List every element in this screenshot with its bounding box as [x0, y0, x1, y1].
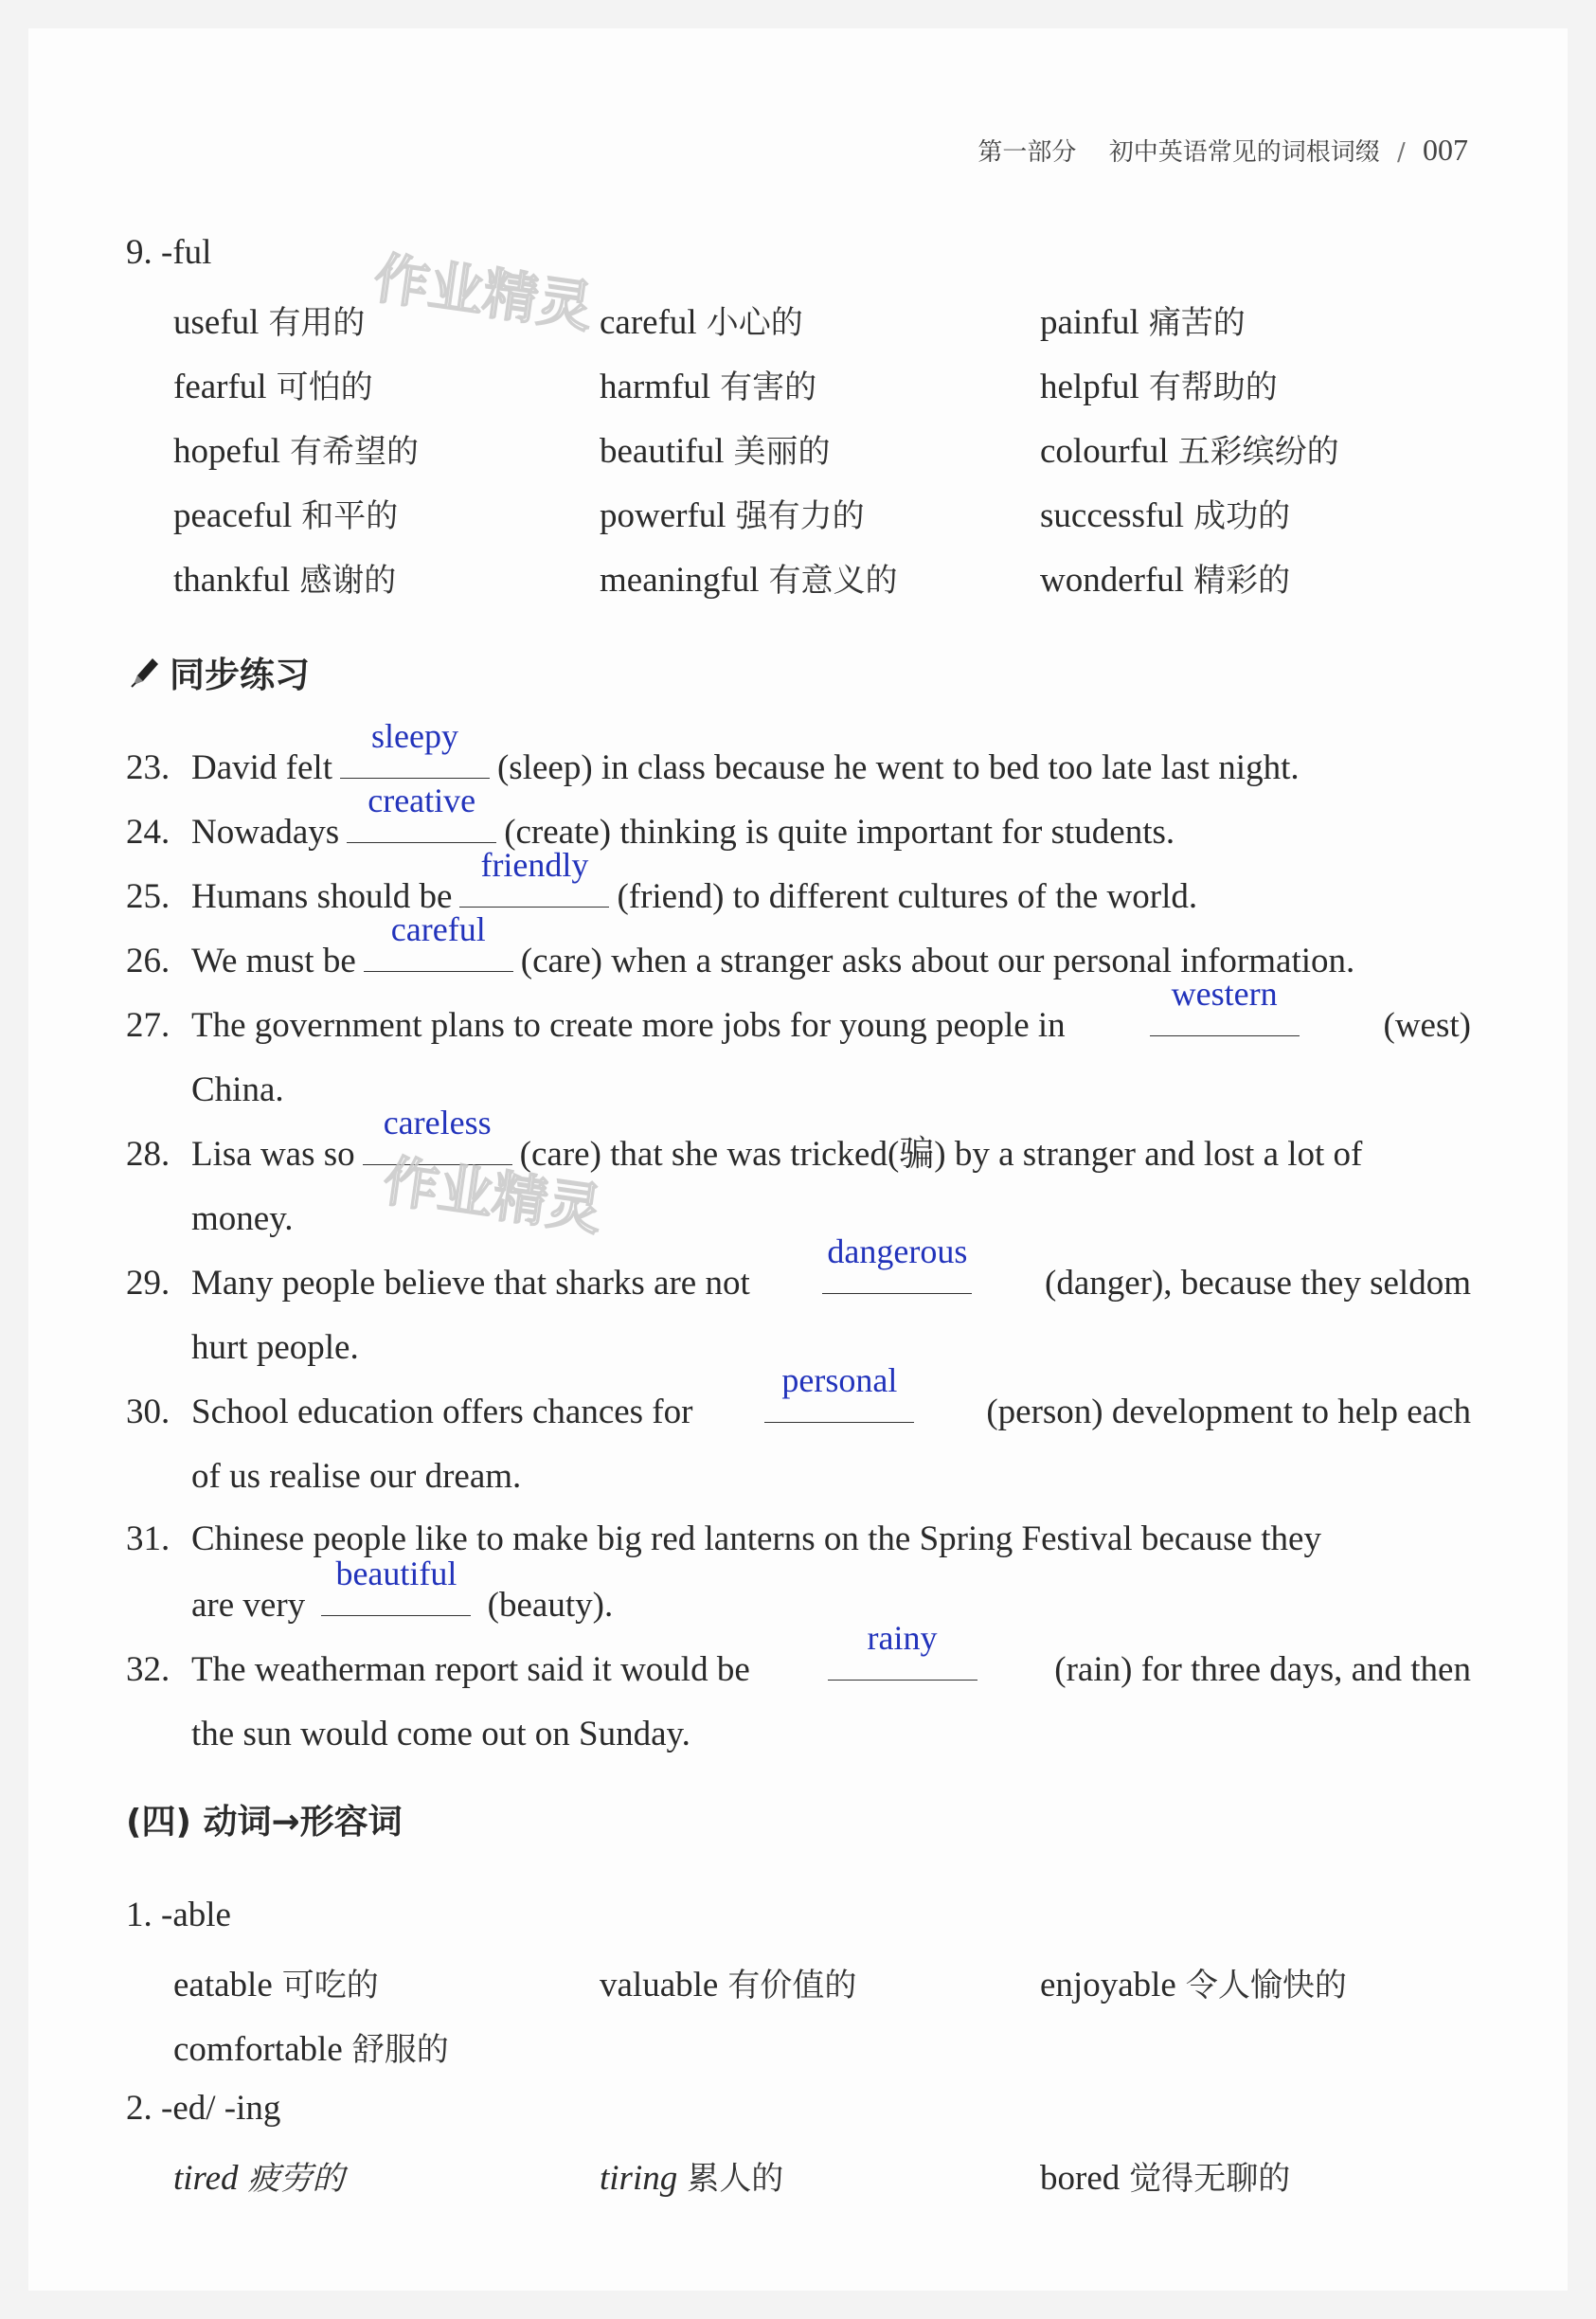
- answer-blank[interactable]: [822, 1232, 972, 1294]
- exercise-item: 28. Lisa was so careless (care) that she was tricked(骗) by a stranger and lost a lot of money.: [126, 1121, 1471, 1251]
- page-header: [977, 133, 1468, 168]
- answer-text: dangerous: [827, 1232, 968, 1270]
- word-entry: helpful 有帮助的: [1040, 368, 1278, 406]
- suffix-ed-ing-label: 2. -ed/ -ing: [126, 2089, 281, 2128]
- word-entry: valuable 有价值的: [600, 1966, 857, 2004]
- suffix-ful-word-grid: [173, 297, 1480, 619]
- header-separator: /: [1396, 138, 1406, 167]
- answer-text: careless: [383, 1104, 492, 1142]
- word-entry: thankful 感谢的: [173, 561, 397, 600]
- exercise-item: 26. We must be careful (care) when a stranger asks about our personal information.: [126, 927, 1471, 994]
- exercise-item: 32. The weatherman report said it would be rainy (rain) for three days, and then the sun would come out on Sunday.: [126, 1636, 1471, 1767]
- answer-text: beautiful: [335, 1555, 457, 1592]
- header-part: 第一部分: [977, 138, 1077, 167]
- word-entry: fearful 可怕的: [173, 368, 373, 406]
- word-entry: tired 疲劳的: [173, 2159, 345, 2198]
- word-entry: painful 痛苦的: [1040, 303, 1246, 342]
- word-entry: meaningful 有意义的: [600, 561, 898, 600]
- answer-text: rainy: [867, 1619, 938, 1657]
- word-entry: successful 成功的: [1040, 496, 1291, 535]
- watermark: 作业精灵: [379, 1148, 606, 1243]
- word-row: [173, 2023, 1480, 2088]
- word-row: [173, 425, 1480, 490]
- answer-text: sleepy: [371, 717, 458, 755]
- word-entry: hopeful 有希望的: [173, 432, 420, 471]
- word-entry: tiring 累人的: [600, 2159, 784, 2198]
- word-entry: bored 觉得无聊的: [1040, 2159, 1291, 2198]
- answer-blank[interactable]: [828, 1619, 977, 1681]
- exercise-item: 27. The government plans to create more jobs for young people in western (west) China.: [126, 992, 1471, 1123]
- word-entry: wonderful 精彩的: [1040, 561, 1291, 600]
- word-entry: powerful 强有力的: [600, 496, 865, 535]
- exercise-item: 31. Chinese people like to make big red lanterns on the Spring Festival because they are very beautiful (beauty).: [126, 1519, 1321, 1625]
- verb-to-adjective-title: (四) 动词→形容词: [126, 1803, 403, 1842]
- exercise-item: 25. Humans should be friendly (friend) to different cultures of the world.: [126, 863, 1471, 929]
- suffix-ed-ing-word-grid: [173, 2152, 1480, 2217]
- word-entry: harmful 有害的: [600, 368, 817, 406]
- word-row: [173, 554, 1480, 619]
- answer-text: careful: [390, 910, 486, 948]
- answer-blank[interactable]: [364, 910, 513, 972]
- answer-blank[interactable]: [1150, 975, 1300, 1036]
- exercise-item: 30. School education offers chances for personal (person) development to help each of us realise our dream.: [126, 1378, 1471, 1509]
- word-row: [173, 2152, 1480, 2217]
- exercise-item: 23. David felt sleepy (sleep) in class because he went to bed too late last night.: [126, 734, 1471, 800]
- suffix-able-label: 1. -able: [126, 1896, 231, 1934]
- header-title: 初中英语常见的词根词缀: [1108, 138, 1380, 167]
- answer-blank[interactable]: [321, 1555, 471, 1616]
- answer-text: friendly: [480, 846, 589, 884]
- word-entry: peaceful 和平的: [173, 496, 399, 535]
- practice-heading: [126, 646, 310, 697]
- answer-text: personal: [781, 1361, 898, 1399]
- answer-blank[interactable]: [764, 1361, 914, 1423]
- exercise-item: 24. Nowadays creative (create) thinking is quite important for students.: [126, 799, 1471, 865]
- word-entry: eatable 可吃的: [173, 1966, 379, 2004]
- word-row: [173, 361, 1480, 425]
- suffix-ful-label: 9. -ful: [126, 233, 212, 272]
- answer-text: creative: [368, 782, 476, 819]
- word-entry: useful 有用的: [173, 303, 366, 342]
- word-entry: careful 小心的: [600, 303, 803, 342]
- watermark: 作业精灵: [369, 245, 597, 340]
- practice-title: 同步练习: [170, 655, 310, 695]
- word-entry: comfortable 舒服的: [173, 2030, 449, 2069]
- word-entry: beautiful 美丽的: [600, 432, 831, 471]
- pencil-icon: [126, 653, 164, 691]
- word-row: [173, 490, 1480, 554]
- suffix-able-word-grid: [173, 1959, 1480, 2088]
- page-number: 007: [1423, 133, 1468, 167]
- word-entry: colourful 五彩缤纷的: [1040, 432, 1339, 471]
- answer-text: western: [1171, 975, 1278, 1013]
- word-row: [173, 1959, 1480, 2023]
- word-row: [173, 297, 1480, 361]
- word-entry: enjoyable 令人愉快的: [1040, 1966, 1347, 2004]
- exercise-item: 29. Many people believe that sharks are not dangerous (danger), because they seldom hurt people.: [126, 1249, 1471, 1380]
